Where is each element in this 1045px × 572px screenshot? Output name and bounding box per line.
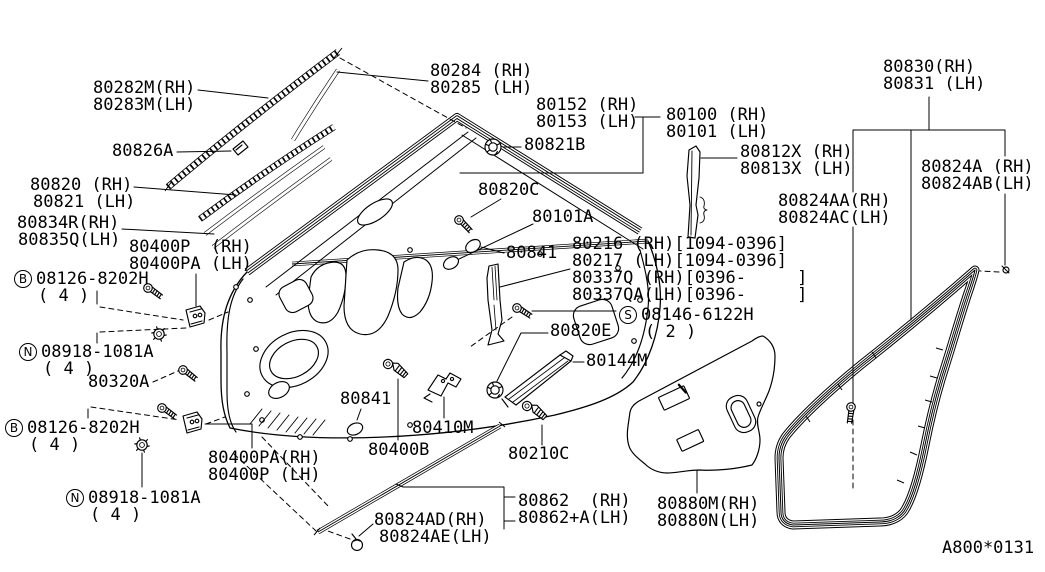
label-qty4-4: ( 4 ): [90, 505, 142, 525]
label-80862a-lh: 80862+A(LH): [518, 508, 631, 528]
label-80337q-rh: 80337Q (RH)[0396- ]: [572, 268, 808, 288]
label-80826a: 80826A: [112, 141, 174, 161]
label-80841-1: 80841: [506, 243, 558, 263]
label-80210c: 80210C: [508, 444, 570, 464]
label-80217-lh: 80217 (LH)[1094-0396]: [572, 251, 787, 271]
label-80820-rh: 80820 (RH): [30, 175, 133, 195]
label-qty4-1: ( 4 ): [38, 286, 90, 306]
label-08126-8202h-2: 08126-8202H: [27, 418, 140, 438]
label-80824a-rh: 80824A (RH): [921, 157, 1034, 177]
label-80101-lh: 80101 (LH): [666, 122, 769, 142]
label-80400b: 80400B: [368, 440, 430, 460]
label-80400p-lh: 80400P (LH): [208, 465, 321, 485]
label-80824aa-rh: 80824AA(RH): [778, 191, 891, 211]
label-80812x-rh: 80812X (RH): [740, 142, 853, 162]
label-80841-2: 80841: [340, 389, 392, 409]
fastener-letter-n-2: N: [66, 489, 84, 507]
label-qty2: ( 2 ): [645, 322, 697, 342]
label-80835q-lh: 80835Q(LH): [18, 230, 121, 250]
label-80824ae-lh: 80824AE(LH): [379, 527, 492, 547]
label-80282m-rh: 80282M(RH): [93, 78, 196, 98]
label-80400pa-lh: 80400PA (LH): [129, 254, 252, 274]
label-80880m-rh: 80880M(RH): [657, 494, 760, 514]
label-80824ab-lh: 80824AB(LH): [921, 174, 1034, 194]
fastener-letter-b-1: B: [14, 270, 32, 288]
label-80821b: 80821B: [524, 135, 586, 155]
label-80824ad-rh: 80824AD(RH): [374, 510, 487, 530]
label-80410m: 80410M: [412, 418, 474, 438]
label-80100-rh: 80100 (RH): [666, 105, 769, 125]
label-qty4-3: ( 4 ): [29, 435, 81, 455]
label-08918-1081a-1: 08918-1081A: [41, 342, 154, 362]
fastener-letter-s: S: [619, 306, 637, 324]
label-80216-rh: 80216 (RH)[1094-0396]: [572, 234, 787, 254]
label-80880n-lh: 80880N(LH): [657, 511, 760, 531]
label-80830-rh: 80830(RH): [883, 57, 976, 77]
label-80834r-rh: 80834R(RH): [17, 213, 120, 233]
label-80862-rh: 80862 (RH): [518, 491, 631, 511]
label-80824ac-lh: 80824AC(LH): [778, 208, 891, 228]
label-80820e: 80820E: [550, 321, 612, 341]
label-80400p-rh: 80400P (RH): [129, 237, 252, 257]
label-80813x-lh: 80813X (LH): [740, 159, 853, 179]
fastener-letter-b-2: B: [5, 419, 23, 437]
fastener-letter-n-1: N: [19, 343, 37, 361]
label-80283m-lh: 80283M(LH): [93, 95, 196, 115]
label-80820c: 80820C: [478, 180, 540, 200]
label-08146-6122h: 08146-6122H: [641, 305, 754, 325]
label-80144m: 80144M: [586, 351, 648, 371]
label-80821-lh: 80821 (LH): [33, 192, 136, 212]
label-80337qa-lh: 80337QA(LH)[0396- ]: [572, 285, 808, 305]
label-80831-lh: 80831 (LH): [883, 74, 986, 94]
label-80400pa-rh: 80400PA(RH): [208, 448, 321, 468]
label-qty4-2: ( 4 ): [43, 359, 95, 379]
label-80320a: 80320A: [88, 372, 150, 392]
label-80101a: 80101A: [532, 207, 594, 227]
label-08126-8202h-1: 08126-8202H: [36, 269, 149, 289]
label-80285-lh: 80285 (LH): [430, 78, 533, 98]
label-80284-rh: 80284 (RH): [430, 61, 533, 81]
label-diagram-code: A800*0131: [942, 538, 1035, 558]
label-80152-rh: 80152 (RH): [536, 95, 639, 115]
label-08918-1081a-2: 08918-1081A: [88, 488, 201, 508]
label-80153-lh: 80153 (LH): [536, 112, 639, 132]
